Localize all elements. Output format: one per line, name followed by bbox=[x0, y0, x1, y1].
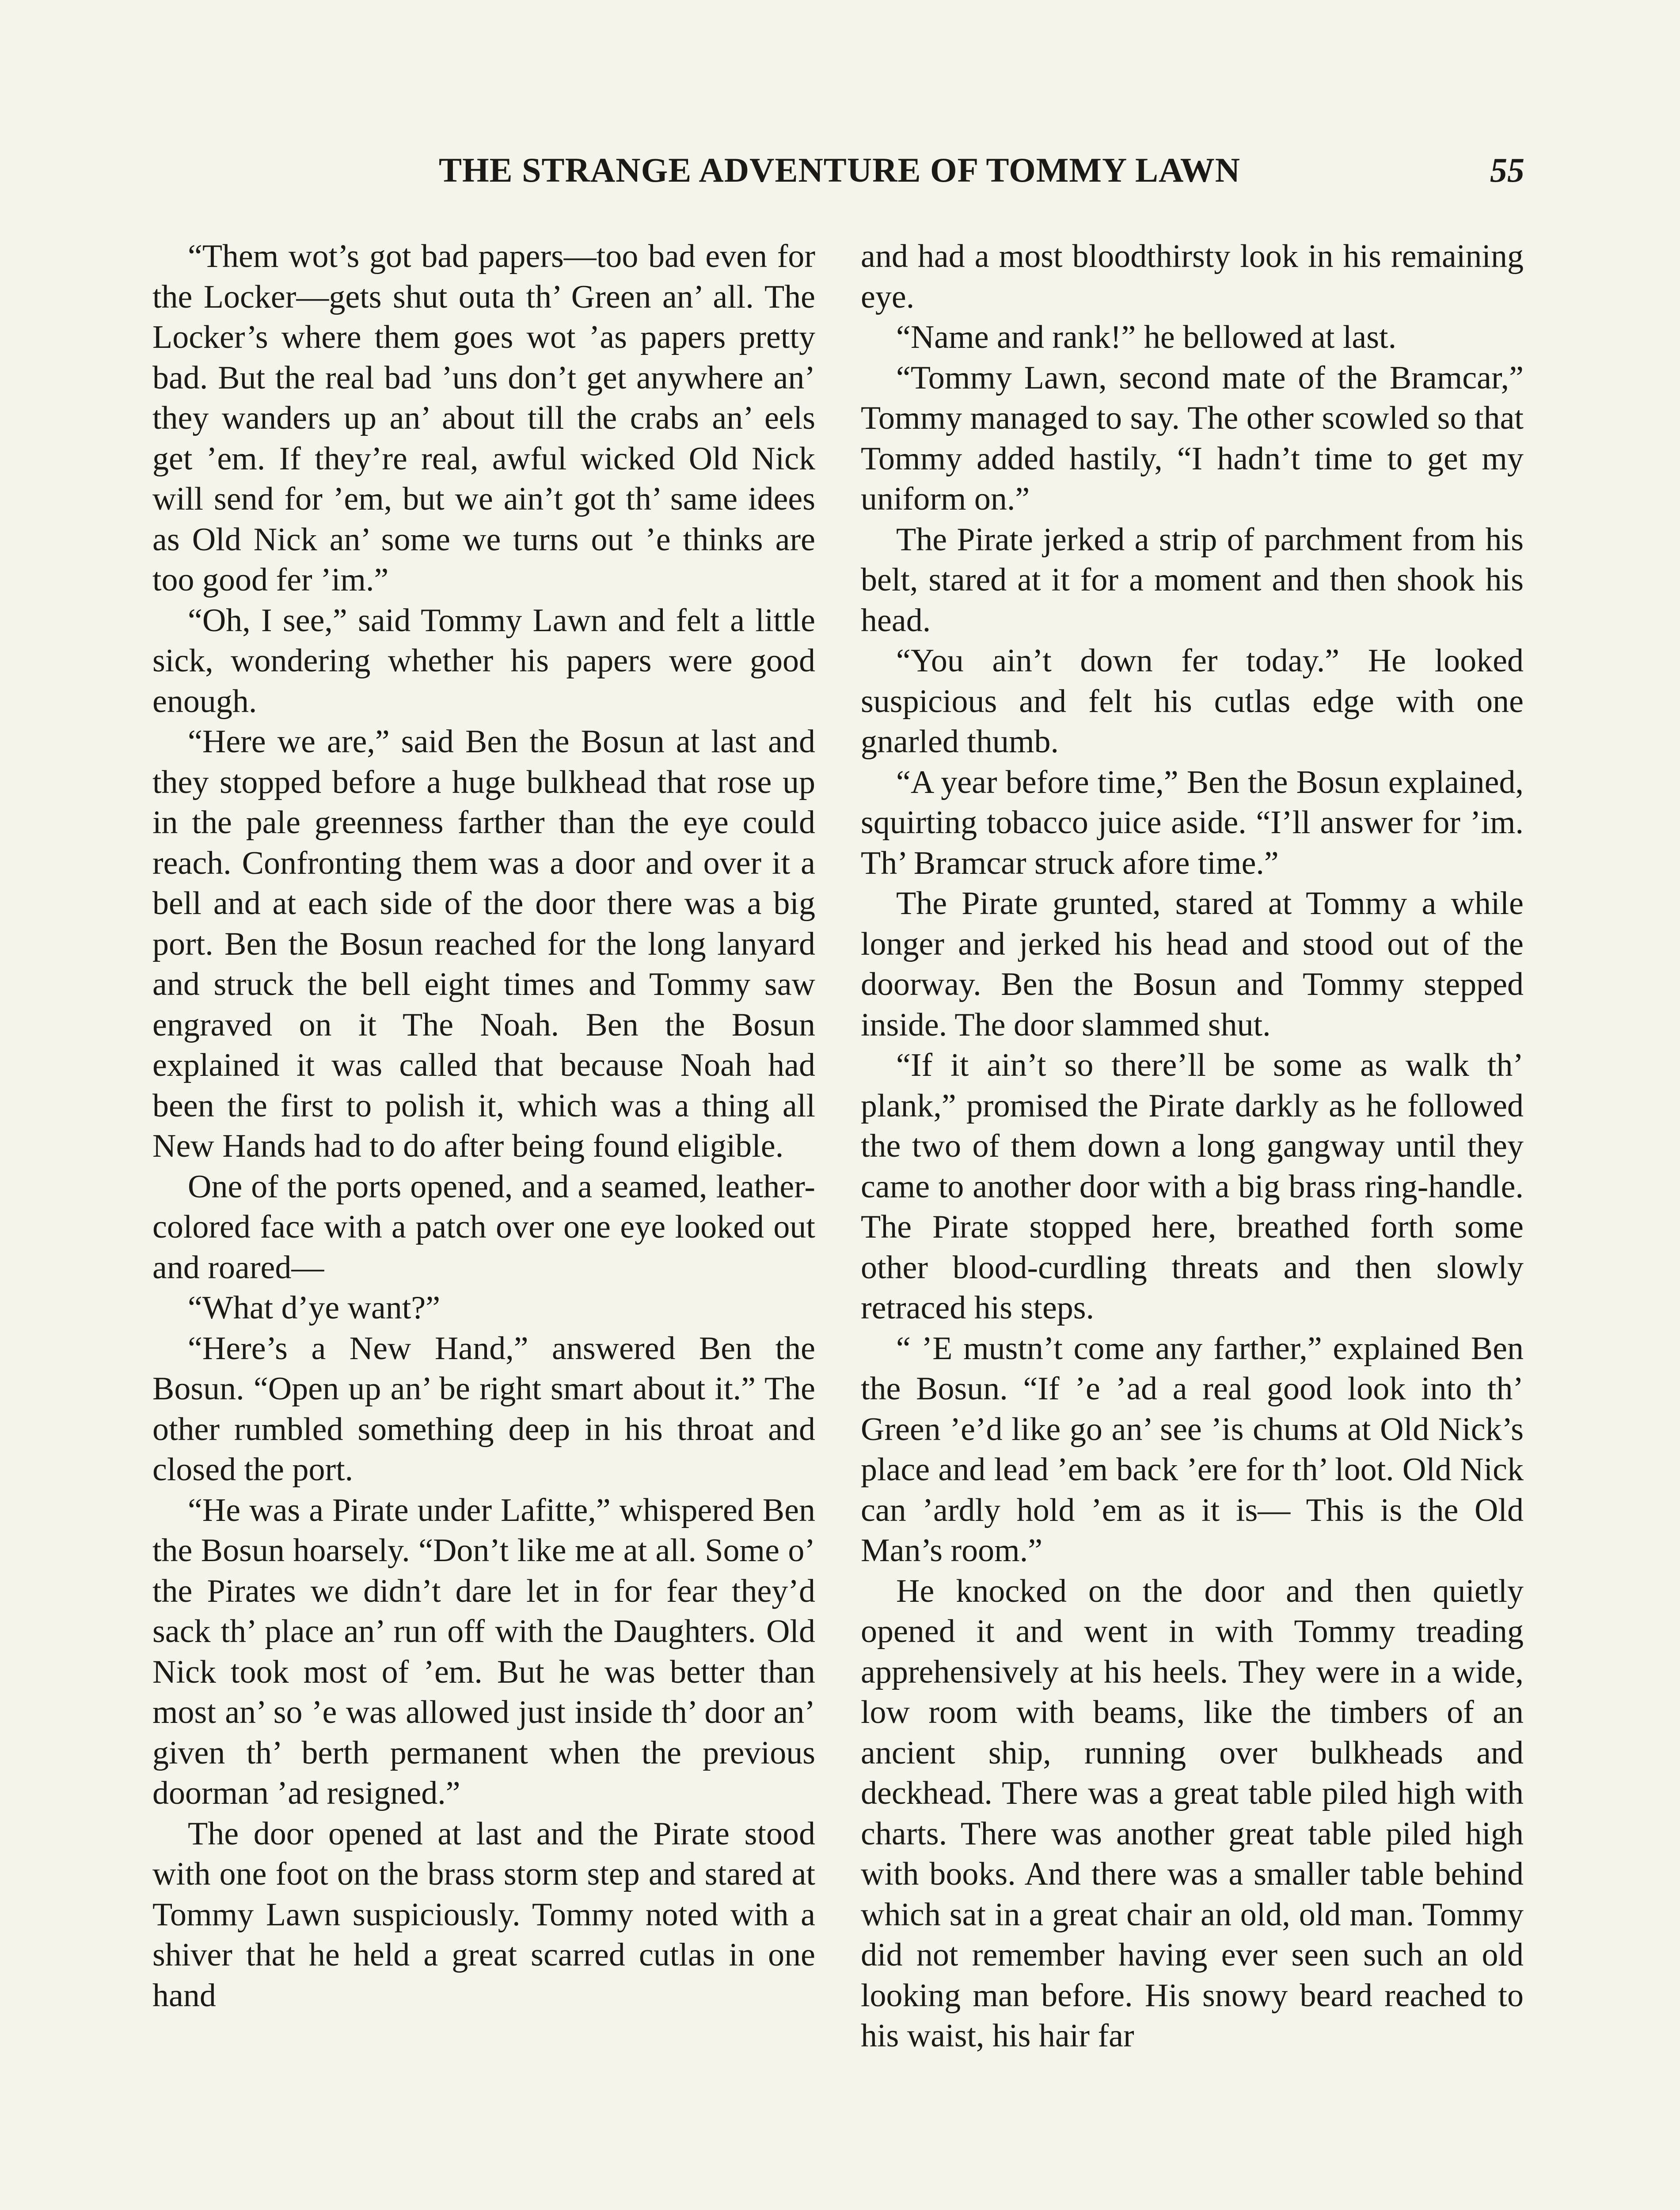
running-head bbox=[155, 146, 1524, 194]
paragraph: “He was a Pirate under Lafitte,” whispered Ben the Bosun hoarsely. “Don’t like me at all. Some o’ the Pirates we didn’t dare let in for fear they’d sack th’ place an’ run off with the Daughters. Old Nick took most of ’em. But he was better than most an’ so ’e was allowed just inside th’ door an’ given th’ berth permanent when the previous doorman ’ad resigned.” bbox=[152, 1492, 815, 1811]
running-title: THE STRANGE ADVENTURE OF TOMMY LAWN bbox=[438, 151, 1241, 189]
left-text-column bbox=[152, 236, 815, 2016]
page-number: 55 bbox=[1490, 151, 1524, 189]
paragraph: “If it ain’t so there’ll be some as walk th’ plank,” promised the Pirate darkly as he followed the two of them down a long gangway until they came to another door with a big brass ring-handle. The Pirate stopped here, breathed forth some other blood-curdling threats and then slowly retraced his steps. bbox=[861, 1047, 1524, 1326]
paragraph: “Here we are,” said Ben the Bosun at last and they stopped before a huge bulkhead that rose up in the pale greenness farther than the eye could reach. Confronting them was a door and over it a bell and at each side of the door there was a big port. Ben the Bosun reached for the long lanyard and struck the bell eight times and Tommy saw engraved on it The Noah. Ben the Bosun explained it was called that because Noah had been the first to polish it, which was a thing all New Hands had to do after being found eligible. bbox=[152, 724, 815, 1164]
paragraph: The door opened at last and the Pirate stood with one foot on the brass storm step and stared at Tommy Lawn suspiciously. Tommy noted with a shiver that he held a great scarred cutlas in one hand bbox=[152, 1815, 815, 2014]
paragraph: One of the ports opened, and a seamed, leather-colored face with a patch over one eye looked out and roared— bbox=[152, 1168, 815, 1286]
paragraph: “You ain’t down fer today.” He looked suspicious and felt his cutlas edge with one gnarled thumb. bbox=[861, 643, 1524, 760]
paragraph: “Tommy Lawn, second mate of the Bramcar,” Tommy managed to say. The other scowled so that Tommy added hastily, “I hadn’t time to get my uniform on.” bbox=[861, 359, 1524, 517]
paragraph: “Them wot’s got bad papers—too bad even for the Locker—gets shut outa th’ Green an’ all. The Locker’s where them goes wot ’as papers pretty bad. But the real bad ’uns don’t get anywhere an’ they wanders up an’ about till the crabs an’ eels get ’em. If they’re real, awful wicked Old Nick will send for ’em, but we ain’t got th’ same idees as Old Nick an’ some we turns out ’e thinks are too good fer ’im.” bbox=[152, 238, 815, 598]
paragraph: He knocked on the door and then quietly opened it and went in with Tommy treading apprehensively at his heels. They were in a wide, low room with beams, like the timbers of an ancient ship, running over bulkheads and deckhead. There was a great table piled high with charts. There was another great table piled high with books. And there was a smaller table behind which sat in a great chair an old, old man. Tommy did not remember having ever seen such an old looking man before. His snowy beard reached to his waist, his hair far bbox=[861, 1573, 1524, 2054]
paragraph: “ ’E mustn’t come any farther,” explained Ben the Bosun. “If ’e ’ad a real good look into th’ Green ’e’d like go an’ see ’is chums at Old Nick’s place and lead ’em back ’ere for th’ loot. Old Nick can ’ardly hold ’em as it is— This is the Old Man’s room.” bbox=[861, 1330, 1524, 1569]
paragraph: “Here’s a New Hand,” answered Ben the Bosun. “Open up an’ be right smart about it.” The other rumbled something deep in his throat and closed the port. bbox=[152, 1330, 815, 1488]
paragraph: “What d’ye want?” bbox=[188, 1290, 441, 1326]
paragraph: “Name and rank!” he bellowed at last. bbox=[896, 319, 1397, 355]
paragraph: The Pirate grunted, stared at Tommy a while longer and jerked his head and stood out of the doorway. Ben the Bosun and Tommy stepped inside. The door slammed shut. bbox=[861, 885, 1524, 1043]
paragraph: The Pirate jerked a strip of parchment from his belt, stared at it for a moment and then shook his head. bbox=[861, 521, 1524, 639]
paragraph: “A year before time,” Ben the Bosun explained, squirting tobacco juice aside. “I’ll answer for ’im. Th’ Bramcar struck afore time.” bbox=[861, 764, 1524, 881]
right-text-column bbox=[861, 236, 1524, 2057]
paragraph: and had a most bloodthirsty look in his remaining eye. bbox=[861, 238, 1524, 315]
paragraph: “Oh, I see,” said Tommy Lawn and felt a little sick, wondering whether his papers were good enough. bbox=[152, 602, 815, 720]
